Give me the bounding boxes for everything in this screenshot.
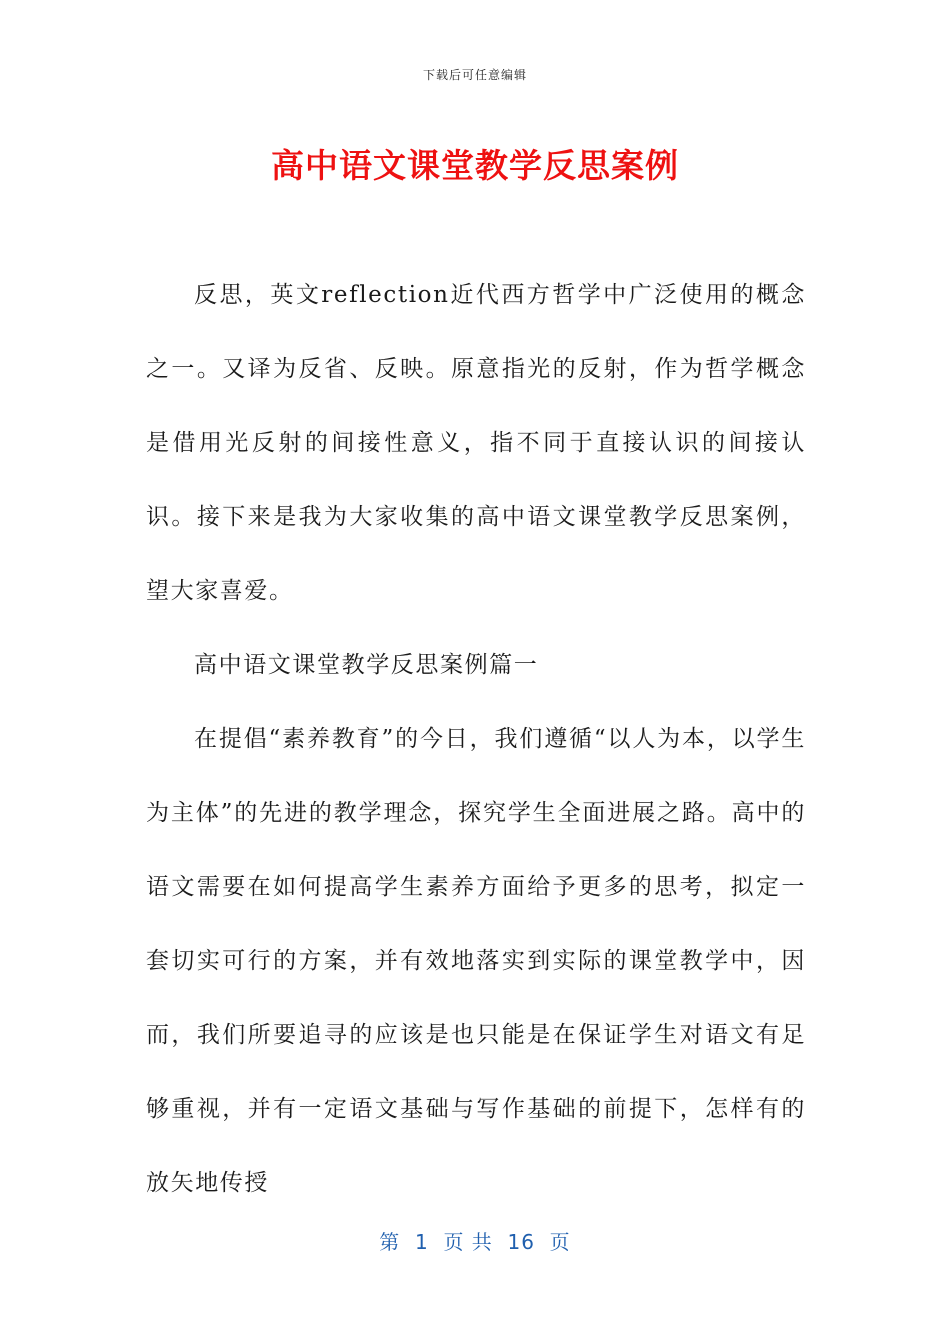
section-heading: 高中语文课堂教学反思案例篇一 [194, 652, 539, 678]
intro-section [146, 258, 806, 628]
section-body-paragraph: 在提倡“素养教育”的今日，我们遵循“以人为本，以学生为主体”的先进的教学理念，探究学生全面进展之路。高中的语文需要在如何提高学生素养方面给予更多的思考，拟定一套切实可行的方案，并有效地落实到实际的课堂教学中，因而，我们所要追寻的应该是也只能是在保证学生对语文有足够重视，并有一定语文基础与写作基础的前提下，怎样有的放矢地传授 [146, 726, 806, 1196]
page-number-footer: 第 1 页 共 16 页 [379, 1230, 571, 1254]
header-note: 下载后可任意编辑 [422, 68, 527, 82]
section-body-block [146, 702, 806, 1220]
document-title: 高中语文课堂教学反思案例 [271, 146, 679, 185]
section-heading-block [146, 628, 806, 702]
intro-paragraph: 反思，英文reflection近代西方哲学中广泛使用的概念之一。又译为反省、反映。原意指光的反射，作为哲学概念是借用光反射的间接性意义，指不同于直接认识的间接认识。接下来是我为大家收集的高中语文课堂教学反思案例，望大家喜爱。 [146, 282, 806, 604]
